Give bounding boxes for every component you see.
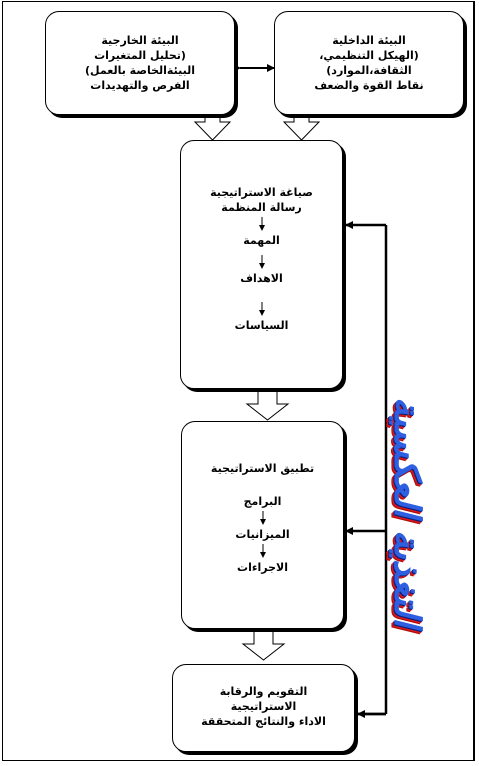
formulation-subtitle: رسالة المنظمة (221, 201, 302, 214)
down-arrow-icon (182, 542, 343, 560)
implementation-step-budgets: الميزانيات (235, 528, 290, 541)
external-env-line-2: (تحليل المتغيرات (94, 49, 186, 62)
down-arrow-icon (181, 215, 342, 233)
external-env-line-4: الفرص والتهديدات (90, 79, 190, 92)
internal-env-line-3: الثقافة،الموارد) (326, 64, 412, 77)
implementation-step-procedures: الاجراءات (237, 561, 288, 574)
evaluation-control-box (172, 664, 355, 752)
internal-env-line-1: البيئة الداخلية (332, 34, 406, 47)
feedback-label (352, 382, 462, 642)
formulation-title: صياغة الاستراتيجية (210, 186, 313, 199)
external-env-line-3: البيئةالخاصة بالعمل) (85, 64, 195, 77)
formulation-step-mission: المهمة (243, 234, 280, 247)
external-environment-box (45, 11, 235, 115)
strategy-implementation-box (181, 421, 344, 629)
down-arrow-icon (182, 509, 343, 527)
internal-env-line-2: (الهيكل التنظيمي، (319, 49, 419, 62)
block-arrow-internal-to-formulation (284, 112, 319, 140)
strategy-formulation-box (180, 140, 343, 389)
evaluation-line-2: الاستراتيجية (230, 700, 297, 713)
implementation-title: تطبيق الاستراتيجية (210, 462, 315, 475)
down-arrow-icon (181, 253, 342, 271)
feedback-label-text: التغذية العكسية (386, 396, 429, 628)
block-arrow-external-to-formulation (195, 112, 230, 140)
block-arrow-formulation-to-implementation (247, 388, 288, 420)
evaluation-line-1: التقويم والرقابة (219, 685, 308, 698)
internal-env-line-4: نقاط القوة والضعف (314, 79, 424, 92)
evaluation-line-3: الاداء والنتائج المتحققة (201, 715, 326, 728)
formulation-step-objectives: الاهداف (240, 272, 283, 285)
internal-environment-box (274, 11, 464, 115)
formulation-step-policies: السياسات (234, 319, 289, 332)
implementation-step-programs: البرامج (243, 495, 282, 508)
down-arrow-icon (181, 300, 342, 318)
external-env-line-1: البيئة الخارجية (101, 34, 179, 47)
block-arrow-implementation-to-evaluation (243, 628, 284, 660)
